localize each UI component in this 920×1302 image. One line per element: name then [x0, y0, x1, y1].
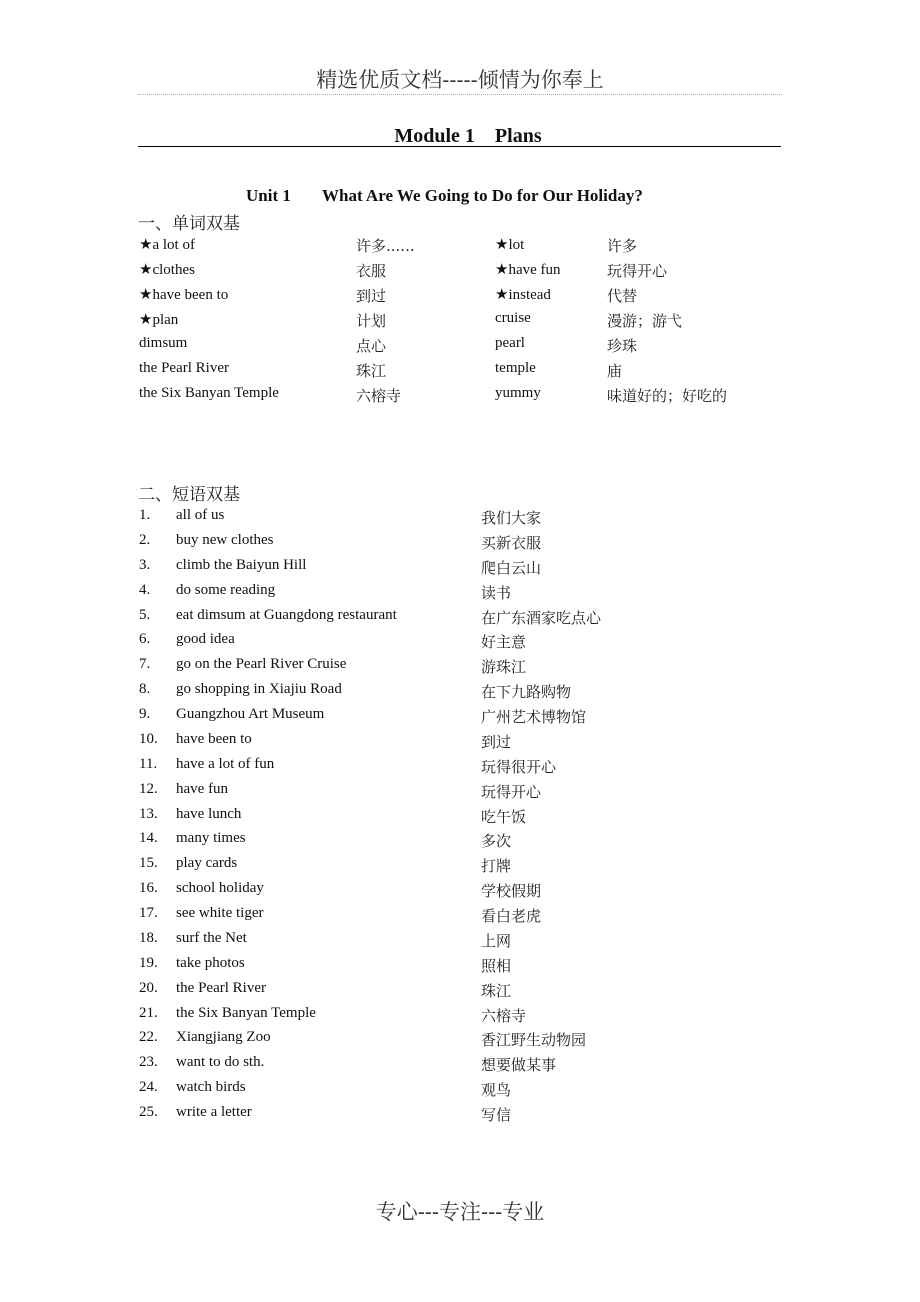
phrase-number: 10. [139, 731, 158, 747]
phrase-english: the Six Banyan Temple [176, 1005, 316, 1021]
phrase-chinese: 多次 [481, 832, 512, 850]
phrase-number: 20. [139, 980, 158, 996]
phrase-chinese: 六榕寺 [481, 1007, 527, 1025]
vocab-word: the Six Banyan Temple [139, 385, 279, 401]
phrase-number: 14. [139, 830, 158, 846]
phrase-chinese: 看白老虎 [481, 907, 542, 925]
page-header: 精选优质文档-----倾情为你奉上 [316, 68, 604, 92]
vocab-meaning: 玩得开心 [607, 262, 668, 280]
phrase-english: have a lot of fun [176, 756, 275, 772]
phrase-english: have been to [176, 731, 252, 747]
module-divider [138, 146, 781, 147]
phrase-number: 23. [139, 1054, 158, 1070]
module-title: Module 1 Plans [394, 125, 542, 147]
phrase-english: surf the Net [176, 930, 247, 946]
vocab-meaning: 衣服 [356, 262, 387, 280]
phrase-chinese: 买新衣服 [481, 534, 542, 552]
phrase-english: see white tiger [176, 905, 264, 921]
phrase-number: 16. [139, 880, 158, 896]
phrase-number: 7. [139, 656, 151, 672]
phrase-number: 3. [139, 557, 151, 573]
phrase-english: write a letter [176, 1104, 252, 1120]
phrase-number: 2. [139, 532, 151, 548]
vocab-meaning: 许多...... [356, 237, 415, 255]
vocab-meaning: 点心 [356, 337, 387, 355]
vocab-word: ★plan [139, 312, 179, 328]
vocab-word: ★have fun [495, 262, 561, 278]
vocab-word: dimsum [139, 335, 188, 351]
phrase-number: 8. [139, 681, 151, 697]
section-heading-words: 一、单词双基 [138, 214, 240, 234]
vocab-meaning: 到过 [356, 287, 387, 305]
phrase-english: do some reading [176, 582, 276, 598]
phrase-english: watch birds [176, 1079, 246, 1095]
vocab-meaning: 庙 [607, 362, 623, 380]
vocab-meaning: 珠江 [356, 362, 387, 380]
phrase-chinese: 在下九路购物 [481, 683, 572, 701]
phrase-english: school holiday [176, 880, 264, 896]
phrase-english: buy new clothes [176, 532, 274, 548]
phrase-number: 6. [139, 631, 151, 647]
vocab-word: yummy [495, 385, 541, 401]
vocab-meaning: 味道好的；好吃的 [607, 387, 728, 405]
unit-title [246, 186, 643, 206]
phrase-english: the Pearl River [176, 980, 266, 996]
phrase-number: 19. [139, 955, 158, 971]
vocab-meaning: 漫游；游弋 [607, 312, 683, 330]
phrase-chinese: 香江野生动物园 [481, 1031, 587, 1049]
phrase-chinese: 珠江 [481, 982, 512, 1000]
phrase-english: have fun [176, 781, 229, 797]
section-heading-phrases: 二、短语双基 [138, 485, 240, 505]
phrase-number: 24. [139, 1079, 158, 1095]
phrase-number: 25. [139, 1104, 158, 1120]
phrase-english: eat dimsum at Guangdong restaurant [176, 607, 397, 623]
phrase-chinese: 玩得很开心 [481, 758, 557, 776]
phrase-chinese: 到过 [481, 733, 512, 751]
phrase-english: have lunch [176, 806, 242, 822]
phrase-english: play cards [176, 855, 238, 871]
phrase-number: 9. [139, 706, 151, 722]
vocab-word: the Pearl River [139, 360, 229, 376]
vocab-word: pearl [495, 335, 525, 351]
phrase-number: 12. [139, 781, 158, 797]
phrase-number: 17. [139, 905, 158, 921]
phrase-english: Guangzhou Art Museum [176, 706, 325, 722]
vocab-meaning: 许多 [607, 237, 638, 255]
vocab-word: ★instead [495, 287, 551, 303]
phrase-english: want to do sth. [176, 1054, 265, 1070]
phrase-chinese: 好主意 [481, 633, 527, 651]
vocab-word: ★a lot of [139, 237, 195, 253]
vocab-word: ★have been to [139, 287, 229, 303]
phrase-number: 13. [139, 806, 158, 822]
vocab-word: ★clothes [139, 262, 195, 278]
vocab-meaning: 六榕寺 [356, 387, 402, 405]
vocab-word: ★lot [495, 237, 525, 253]
phrase-chinese: 游珠江 [481, 658, 527, 676]
phrase-chinese: 上网 [481, 932, 512, 950]
phrase-chinese: 学校假期 [481, 882, 542, 900]
phrase-english: Xiangjiang Zoo [176, 1029, 271, 1045]
unit-label: Unit 1 [246, 186, 291, 205]
vocab-meaning: 代替 [607, 287, 638, 305]
phrase-chinese: 爬白云山 [481, 559, 542, 577]
phrase-number: 1. [139, 507, 151, 523]
vocab-word: cruise [495, 310, 531, 326]
vocab-meaning: 珍珠 [607, 337, 638, 355]
phrase-number: 22. [139, 1029, 158, 1045]
vocab-meaning: 计划 [356, 312, 387, 330]
phrase-english: all of us [176, 507, 225, 523]
phrase-chinese: 我们大家 [481, 509, 542, 527]
phrase-number: 15. [139, 855, 158, 871]
phrase-chinese: 打牌 [481, 857, 512, 875]
phrase-english: many times [176, 830, 246, 846]
phrase-english: go on the Pearl River Cruise [176, 656, 347, 672]
phrase-english: good idea [176, 631, 235, 647]
phrase-number: 21. [139, 1005, 158, 1021]
phrase-chinese: 想要做某事 [481, 1056, 557, 1074]
phrase-chinese: 在广东酒家吃点心 [481, 609, 602, 627]
phrase-number: 18. [139, 930, 158, 946]
phrase-chinese: 广州艺术博物馆 [481, 708, 587, 726]
phrase-chinese: 写信 [481, 1106, 512, 1124]
phrase-number: 11. [139, 756, 158, 772]
phrase-number: 4. [139, 582, 151, 598]
phrase-chinese: 读书 [481, 584, 512, 602]
phrase-english: climb the Baiyun Hill [176, 557, 307, 573]
phrase-number: 5. [139, 607, 151, 623]
phrase-chinese: 吃午饭 [481, 808, 527, 826]
unit-name: What Are We Going to Do for Our Holiday? [322, 186, 643, 205]
phrase-english: take photos [176, 955, 245, 971]
vocab-word: temple [495, 360, 536, 376]
phrase-chinese: 玩得开心 [481, 783, 542, 801]
page-footer: 专心---专注---专业 [375, 1200, 545, 1224]
phrase-chinese: 观鸟 [481, 1081, 512, 1099]
phrase-chinese: 照相 [481, 957, 512, 975]
header-divider [138, 94, 782, 95]
phrase-english: go shopping in Xiajiu Road [176, 681, 342, 697]
